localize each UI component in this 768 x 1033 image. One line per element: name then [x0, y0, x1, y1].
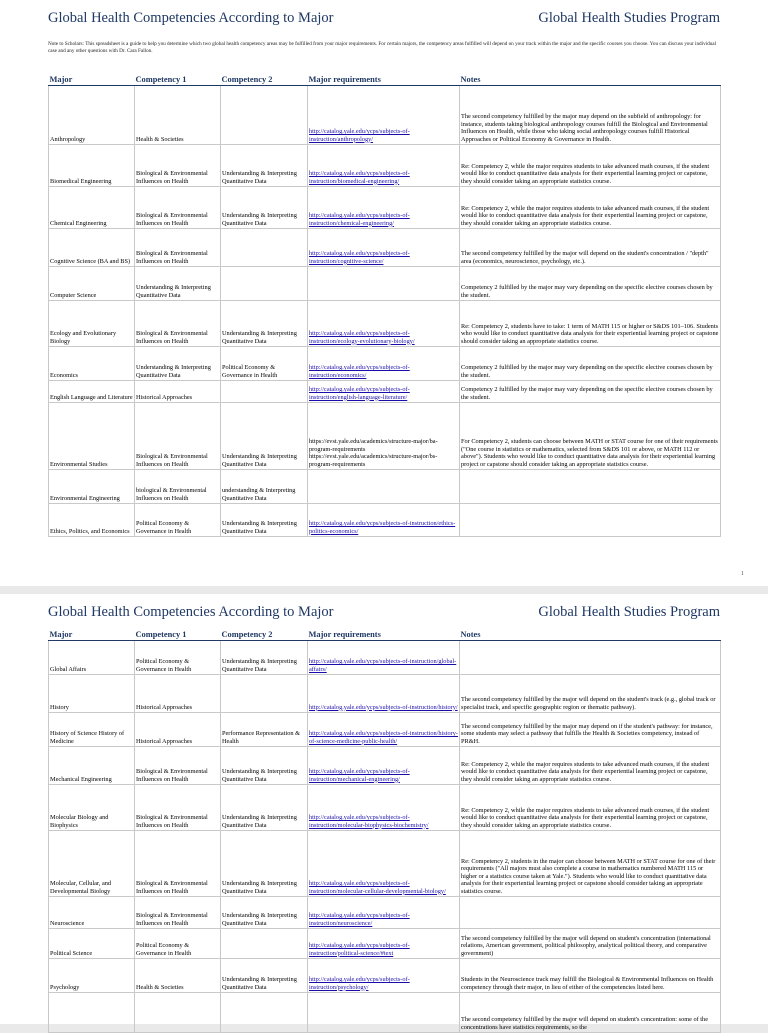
cell-competency-2 — [221, 229, 308, 267]
table-row — [49, 785, 721, 831]
cell-major: Cognitive Science (BA and BS) — [49, 229, 135, 267]
cell-competency-2: Understanding & Interpreting Quantitative Data — [221, 504, 308, 537]
cell-competency-2: Understanding & Interpreting Quantitative Data — [221, 831, 308, 897]
cell-competency-2 — [221, 381, 308, 403]
header-major: Major — [49, 626, 135, 641]
competency-table-page-2 — [48, 626, 721, 1033]
program-name: Global Health Studies Program — [538, 604, 720, 620]
cell-competency-2: Understanding & Interpreting Quantitative Data — [221, 403, 308, 470]
cell-major: Psychology — [49, 959, 135, 993]
program-name: Global Health Studies Program — [538, 10, 720, 26]
cell-major: History of Science History of Medicine — [49, 713, 135, 747]
cell-competency-2 — [221, 267, 308, 301]
cell-major-requirements[interactable]: http://catalog.yale.edu/ycps/subjects-of-instruction/global-affairs/ — [308, 641, 460, 675]
cell-competency-1: Biological & Environmental Influences on Health — [135, 145, 221, 187]
page-header — [48, 10, 720, 32]
cell-major-requirements[interactable]: http://catalog.yale.edu/ycps/subjects-of-instruction/cognitive-science/ — [308, 229, 460, 267]
cell-competency-2: Understanding & Interpreting Quantitative Data — [221, 301, 308, 347]
cell-major: Molecular Biology and Biophysics — [49, 785, 135, 831]
table-row — [49, 347, 721, 381]
cell-notes — [460, 504, 721, 537]
cell-major-requirements — [308, 470, 460, 504]
cell-competency-2: Understanding & Interpreting Quantitative Data — [221, 641, 308, 675]
cell-major-requirements[interactable]: http://catalog.yale.edu/ycps/subjects-of-instruction/history/ — [308, 675, 460, 713]
table-row — [49, 959, 721, 993]
cell-competency-1: Biological & Environmental Influences on Health — [135, 747, 221, 785]
cell-notes — [460, 641, 721, 675]
cell-competency-1: Health & Societies — [135, 959, 221, 993]
cell-major: Economics — [49, 347, 135, 381]
cell-competency-1: Understanding & Interpreting Quantitative Data — [135, 347, 221, 381]
table-row — [49, 229, 721, 267]
table-row — [49, 187, 721, 229]
cell-major: Ethics, Politics, and Economics — [49, 504, 135, 537]
cell-competency-2: Understanding & Interpreting Quantitative Data — [221, 187, 308, 229]
cell-major-requirements — [308, 993, 460, 1033]
cell-notes: Students in the Neuroscience track may fulfill the Biological & Environmental Influences on Health competency through their major, in lieu of either of the competencies listed here. — [460, 959, 721, 993]
cell-major: Environmental Studies — [49, 403, 135, 470]
cell-notes: The second competency fulfilled by the major will depend on student's concentration (international relations, American government, political philosophy, analytical political theory, and comparative government) — [460, 929, 721, 959]
cell-notes: Re: Competency 2, while the major requires students to take advanced math courses, if the student would like to conduct quantitative data analysis for their experiential learning project or capstone, they should consider taking an appropriate statistics course. — [460, 747, 721, 785]
table-row — [49, 675, 721, 713]
table-header-row — [49, 71, 721, 86]
cell-notes: Re: Competency 2, while the major requires students to take advanced math courses, if the student would like to conduct quantitative data analysis for their experiential learning project or capstone, they should consider taking an appropriate statistics course. — [460, 187, 721, 229]
cell-notes — [460, 470, 721, 504]
cell-competency-2: Political Economy & Governance in Health — [221, 347, 308, 381]
table-row — [49, 929, 721, 959]
cell-competency-2 — [221, 675, 308, 713]
cell-major: Mechanical Engineering — [49, 747, 135, 785]
document-title: Global Health Competencies According to Major — [48, 10, 334, 26]
header-competency-1: Competency 1 — [135, 626, 221, 641]
cell-notes — [460, 897, 721, 929]
cell-major: Global Affairs — [49, 641, 135, 675]
cell-major-requirements: https://evst.yale.edu/academics/structure-major/ba-program-requirements https://evst.yale.edu/academics/structure-major/bs-program-requirements — [308, 403, 460, 470]
cell-major-requirements — [308, 267, 460, 301]
cell-competency-1: Biological & Environmental Influences on Health — [135, 301, 221, 347]
table-row — [49, 831, 721, 897]
header-competency-1: Competency 1 — [135, 71, 221, 86]
cell-major-requirements[interactable]: http://catalog.yale.edu/ycps/subjects-of-instruction/neuroscience/ — [308, 897, 460, 929]
table-row — [49, 897, 721, 929]
cell-major-requirements[interactable]: http://catalog.yale.edu/ycps/subjects-of-instruction/biomedical-engineering/ — [308, 145, 460, 187]
cell-major: Ecology and Evolutionary Biology — [49, 301, 135, 347]
table-row — [49, 641, 721, 675]
cell-competency-1: Historical Approaches — [135, 381, 221, 403]
cell-notes: Re: Competency 2, students in the major can choose between MATH or STAT course for one of their requirements ("All majors must also complete a course in mathematics numbered MATH 115 or higher or a statistics course taken at Yale."). Students who would like to conduct quantitative data analysis for their experiential learning project or capstone should consider taking an appropriate statistics course. — [460, 831, 721, 897]
cell-competency-2 — [221, 993, 308, 1033]
cell-notes: Competency 2 fulfilled by the major may vary depending on the specific elective courses chosen by the student. — [460, 381, 721, 403]
cell-major-requirements[interactable]: http://catalog.yale.edu/ycps/subjects-of-instruction/ecology-evolutionary-biology/ — [308, 301, 460, 347]
table-header-row — [49, 626, 721, 641]
cell-major: Chemical Engineering — [49, 187, 135, 229]
cell-competency-1: Biological & Environmental Influences on Health — [135, 831, 221, 897]
cell-competency-2: Performance Representation & Health — [221, 713, 308, 747]
document-title: Global Health Competencies According to Major — [48, 604, 334, 620]
cell-notes: Re: Competency 2, while the major requires students to take advanced math courses, if the student would like to conduct quantitative data analysis for their experiential learning project or capstone, they should consider taking an appropriate statistics course. — [460, 785, 721, 831]
cell-major — [49, 993, 135, 1033]
cell-major-requirements[interactable]: http://catalog.yale.edu/ycps/subjects-of-instruction/psychology/ — [308, 959, 460, 993]
cell-notes: Competency 2 fulfilled by the major may vary depending on the specific elective courses chosen by the student. — [460, 267, 721, 301]
cell-notes: Re: Competency 2, students have to take: 1 term of MATH 115 or higher or S&DS 101–106. Students who would like to conduct quantitative data analysis for their experiential learning project or capstone should consider taking an appropriate statistics course. — [460, 301, 721, 347]
intro-note: Note to Scholars: This spreadsheet is a guide to help you determine which two global health competency areas may be fulfilled from your major requirements. For certain majors, the competency areas fulfilled will depend on your track within the major and the specific courses you choose. You can discuss your individual case and any other questions with Dr. Cara Fallon. — [48, 41, 717, 55]
table-row — [49, 145, 721, 187]
cell-competency-2: Understanding & Interpreting Quantitative Data — [221, 145, 308, 187]
header-competency-2: Competency 2 — [221, 71, 308, 86]
cell-notes: The second competency fulfilled by the major may depend on if the student's pathway: for instance, some students may select a pathway that fulfills the Health & Societies competency, instead of PR&H. — [460, 713, 721, 747]
cell-major-requirements[interactable]: http://catalog.yale.edu/ycps/subjects-of-instruction/english-language-literature/ — [308, 381, 460, 403]
header-major-requirements: Major requirements — [308, 71, 460, 86]
cell-competency-1: Health & Societies — [135, 86, 221, 145]
table-row — [49, 86, 721, 145]
cell-major-requirements[interactable]: http://catalog.yale.edu/ycps/subjects-of-instruction/political-science/#text — [308, 929, 460, 959]
table-row — [49, 267, 721, 301]
cell-competency-1: biological & Environmental Influences on Health — [135, 470, 221, 504]
cell-major: Environmental Engineering — [49, 470, 135, 504]
cell-major: Political Science — [49, 929, 135, 959]
cell-competency-2: Understanding & Interpreting Quantitative Data — [221, 959, 308, 993]
cell-competency-1: Political Economy & Governance in Health — [135, 929, 221, 959]
cell-notes: Competency 2 fulfilled by the major may vary depending on the specific elective courses chosen by the student. — [460, 347, 721, 381]
header-major: Major — [49, 71, 135, 86]
cell-notes: For Competency 2, students can choose between MATH or STAT course for one of their requirements ("One course in statistics or mathematics, selected from S&DS 101 or above, or MATH 112 or above"). Students who would like to conduct quantitative data analysis for their experiential learning project or capstone should consider taking an appropriate statistics course. — [460, 403, 721, 470]
cell-major: English Language and Literature — [49, 381, 135, 403]
cell-major: Molecular, Cellular, and Developmental Biology — [49, 831, 135, 897]
page-header — [48, 604, 720, 626]
cell-notes: The second competency fulfilled by the major will depend on the student's concentration / "depth" area (economics, neuroscience, psychology, etc.). — [460, 229, 721, 267]
cell-major-requirements[interactable]: http://catalog.yale.edu/ycps/subjects-of-instruction/mechanical-engineering/ — [308, 747, 460, 785]
table-row — [49, 470, 721, 504]
cell-competency-1: Biological & Environmental Influences on Health — [135, 403, 221, 470]
cell-competency-1: Biological & Environmental Influences on Health — [135, 229, 221, 267]
header-major-requirements: Major requirements — [308, 626, 460, 641]
cell-major: History — [49, 675, 135, 713]
cell-competency-1: Historical Approaches — [135, 675, 221, 713]
cell-competency-1: Understanding & Interpreting Quantitative Data — [135, 267, 221, 301]
cell-competency-2: Understanding & Interpreting Quantitative Data — [221, 747, 308, 785]
header-competency-2: Competency 2 — [221, 626, 308, 641]
table-row — [49, 747, 721, 785]
table-row — [49, 713, 721, 747]
table-row — [49, 403, 721, 470]
cell-major-requirements[interactable]: http://catalog.yale.edu/ycps/subjects-of-instruction/history-of-science-medicine-public-health/ — [308, 713, 460, 747]
cell-competency-1: Political Economy & Governance in Health — [135, 641, 221, 675]
cell-notes: The second competency fulfilled by the major will depend on the student's track (e.g., global track or specialist track, and specific geographic region or thematic pathway). — [460, 675, 721, 713]
cell-major-requirements[interactable]: http://catalog.yale.edu/ycps/subjects-of-instruction/molecular-cellular-developmental-biology/ — [308, 831, 460, 897]
cell-notes: The second competency fulfilled by the major may depend on the subfield of anthropology: for instance, students taking biological anthropology courses fulfill the Biological and Environmental Influences on Health, while those who taking social anthropology courses fulfill Historical Approaches or Political Economy & Governance in Health. — [460, 86, 721, 145]
cell-competency-2: understanding & Interpreting Quantitative Data — [221, 470, 308, 504]
cell-competency-1: Biological & Environmental Influences on Health — [135, 897, 221, 929]
header-notes: Notes — [460, 626, 721, 641]
cell-major: Anthropology — [49, 86, 135, 145]
table-row — [49, 301, 721, 347]
cell-competency-2 — [221, 929, 308, 959]
cell-major-requirements[interactable]: http://catalog.yale.edu/ycps/subjects-of-instruction/molecular-biophysics-biochemistry/ — [308, 785, 460, 831]
cell-major-requirements[interactable]: http://catalog.yale.edu/ycps/subjects-of-instruction/anthropology/ — [308, 86, 460, 145]
cell-notes: Re: Competency 2, while the major requires students to take advanced math courses, if the student would like to conduct quantitative data analysis for their experiential learning project or capstone, they should consider taking an appropriate statistics course. — [460, 145, 721, 187]
table-row — [49, 381, 721, 403]
cell-competency-1: Political Economy & Governance in Health — [135, 504, 221, 537]
cell-competency-2: Understanding & Interpreting Quantitative Data — [221, 785, 308, 831]
competency-table-page-1 — [48, 71, 721, 537]
cell-major: Neuroscience — [49, 897, 135, 929]
page-number: 1 — [741, 571, 744, 577]
cell-major-requirements[interactable]: http://catalog.yale.edu/ycps/subjects-of-instruction/economics/ — [308, 347, 460, 381]
cell-major-requirements[interactable]: http://catalog.yale.edu/ycps/subjects-of-instruction/ethics-politics-economics/ — [308, 504, 460, 537]
cell-competency-1: Historical Approaches — [135, 713, 221, 747]
table-row — [49, 504, 721, 537]
header-notes: Notes — [460, 71, 721, 86]
cell-competency-2: Understanding & Interpreting Quantitative Data — [221, 897, 308, 929]
cell-major-requirements[interactable]: http://catalog.yale.edu/ycps/subjects-of-instruction/chemical-engineering/ — [308, 187, 460, 229]
cell-major: Biomedical Engineering — [49, 145, 135, 187]
cell-competency-1 — [135, 993, 221, 1033]
document-page-2 — [0, 594, 768, 1031]
cell-competency-1: Biological & Environmental Influences on Health — [135, 785, 221, 831]
table-row — [49, 993, 721, 1033]
cell-major: Computer Science — [49, 267, 135, 301]
cell-competency-1: Biological & Environmental Influences on Health — [135, 187, 221, 229]
cell-notes: The second competency fulfilled by the major will depend on student's concentration: some of the concentrations have statistics requirements, so the — [460, 993, 721, 1033]
cell-competency-2 — [221, 86, 308, 145]
